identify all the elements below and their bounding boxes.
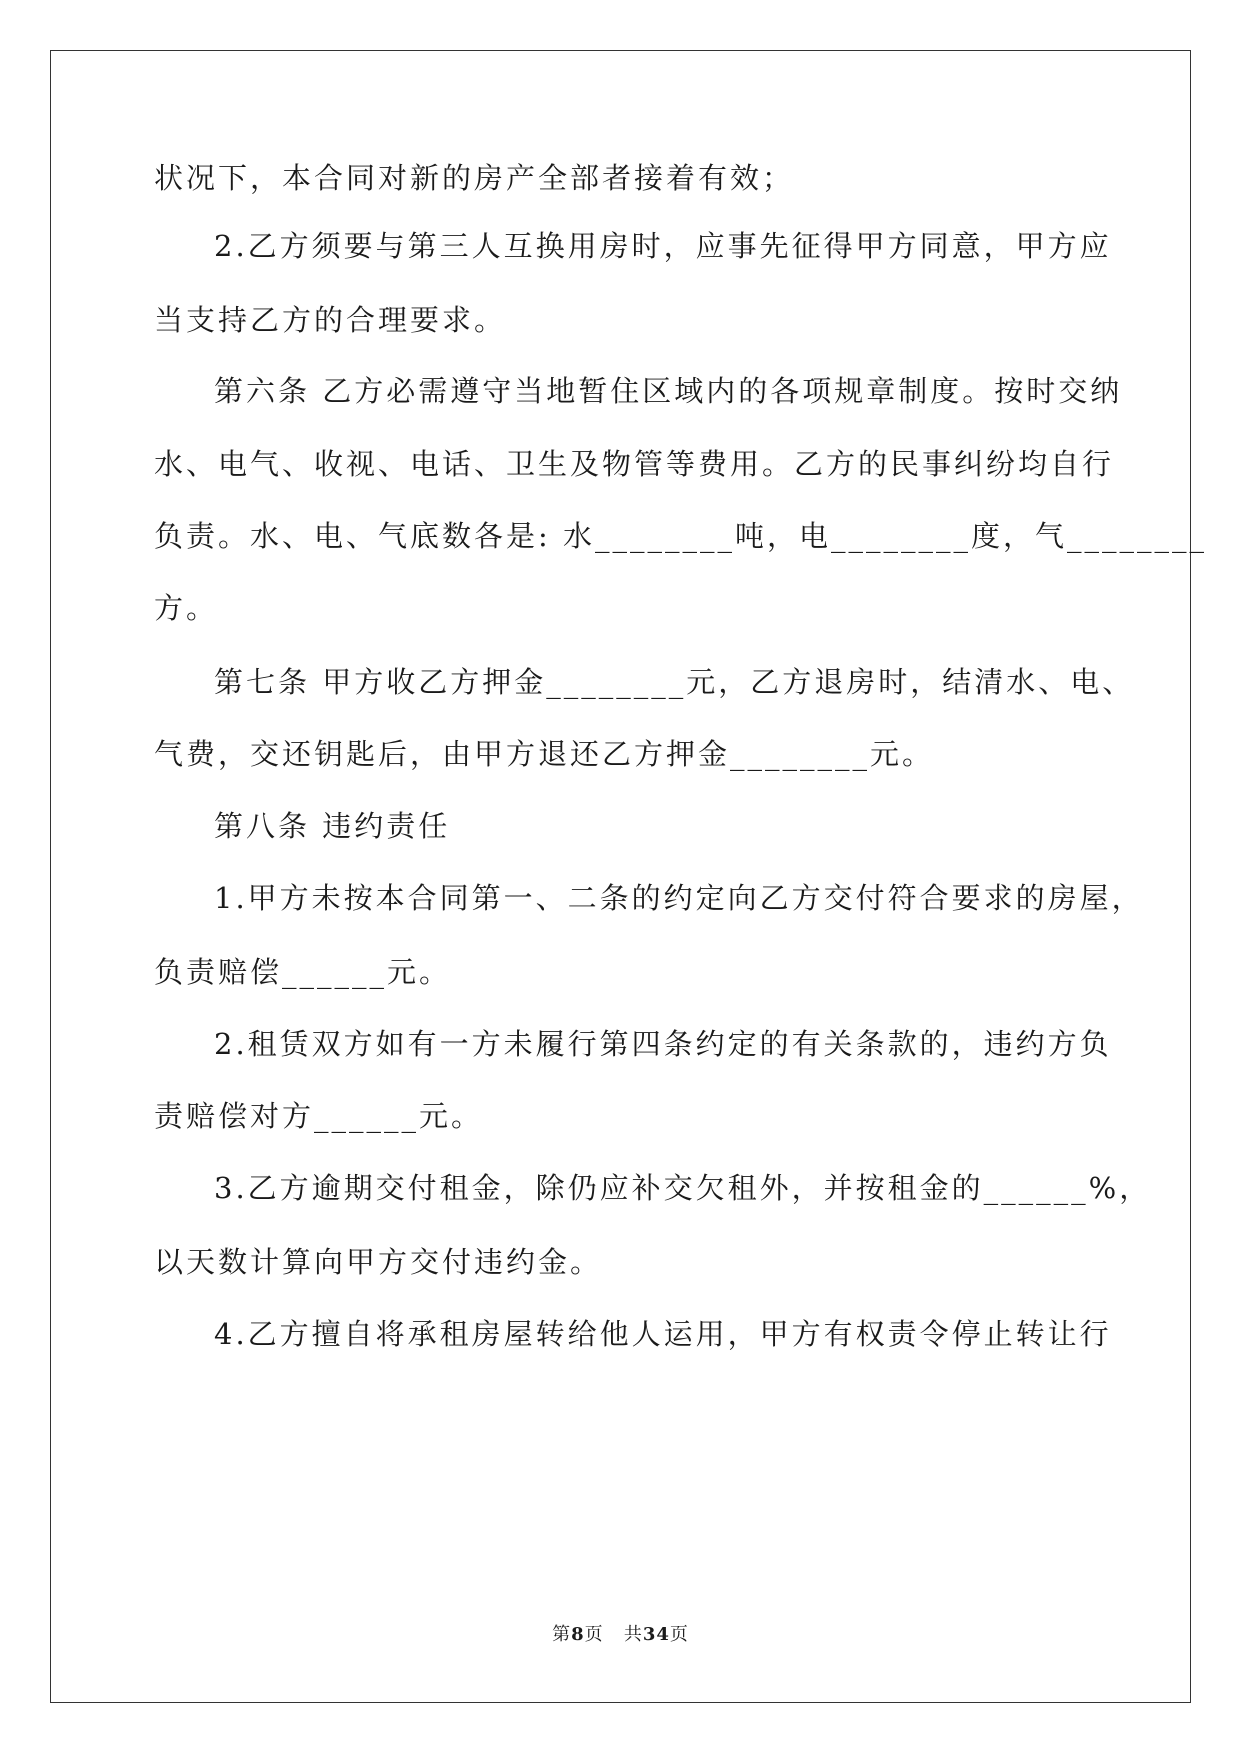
footer-prefix: 第: [552, 1624, 572, 1645]
page-border: [50, 50, 1191, 1703]
section-heading: 第八条 违约责任: [214, 809, 451, 843]
footer-page-suffix: 页: [584, 1624, 604, 1645]
text-line: 以天数计算向甲方交付违约金。: [154, 1245, 603, 1279]
text-line: 1.甲方未按本合同第一、二条的约定向乙方交付符合要求的房屋，: [214, 881, 1144, 915]
text-line: 状况下，本合同对新的房产全部者接着有效；: [154, 161, 795, 195]
text-line: 气费，交还钥匙后，由甲方退还乙方押金________元。: [154, 737, 935, 771]
footer-total-suffix: 页: [669, 1624, 689, 1645]
text-line: 2.租赁双方如有一方未履行第四条约定的有关条款的，违约方负: [214, 1027, 1112, 1061]
text-line: 责赔偿对方______元。: [154, 1099, 484, 1133]
text-line: 第六条 乙方必需遵守当地暂住区域内的各项规章制度。按时交纳: [214, 374, 1123, 408]
footer-total-prefix: 共: [623, 1624, 643, 1645]
text-line: 负责赔偿______元。: [154, 955, 452, 989]
text-line: 2.乙方须要与第三人互换用房时，应事先征得甲方同意，甲方应: [214, 229, 1112, 263]
total-pages: 34: [642, 1624, 670, 1645]
text-line: 3.乙方逾期交付租金，除仍应补交欠租外，并按租金的______%，: [214, 1171, 1152, 1205]
text-line: 当支持乙方的合理要求。: [154, 303, 507, 337]
text-line: 第七条 甲方收乙方押金________元，乙方退房时，结清水、电、: [214, 665, 1135, 699]
text-line: 方。: [154, 591, 219, 625]
text-line: 负责。水、电、气底数各是: 水________吨，电________度，气________: [154, 519, 1207, 553]
text-line: 4.乙方擅自将承租房屋转给他人运用，甲方有权责令停止转让行: [214, 1317, 1112, 1351]
page-footer: [0, 1620, 1241, 1646]
text-line: 水、电气、收视、电话、卫生及物管等费用。乙方的民事纠纷均自行: [154, 447, 1115, 481]
page-number: 8: [571, 1624, 585, 1645]
